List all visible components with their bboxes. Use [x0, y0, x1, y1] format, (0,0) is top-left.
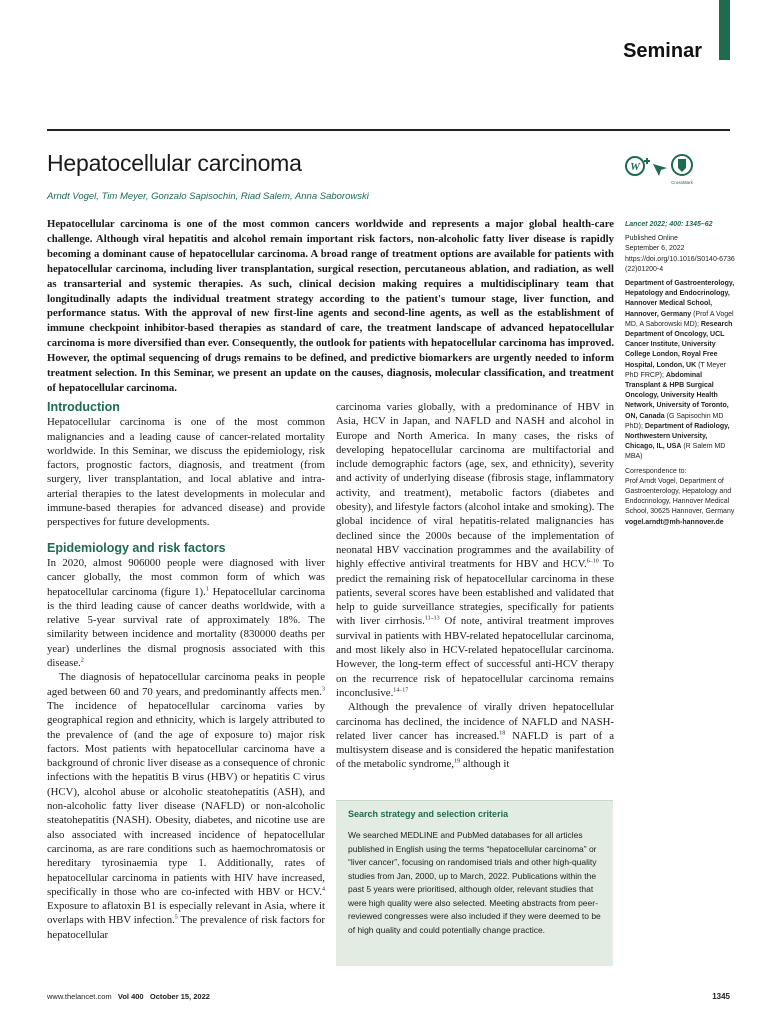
- journal-volume: Vol 400: [117, 992, 144, 1001]
- search-strategy-panel: [336, 800, 613, 966]
- affiliation-1: Department of Gastroenterology, Hepatology and Endocrinology, Hannover Medical School, Hannover, Germany: [625, 280, 735, 318]
- affiliation-3-names: (G Sapisochin MD PhD);: [625, 412, 724, 430]
- citation-ref[interactable]: 3: [322, 686, 325, 693]
- author-list: Arndt Vogel, Tim Meyer, Gonzalo Sapisochin, Riad Salem, Anna Saborowski: [47, 191, 369, 202]
- correspondence-email[interactable]: vogel.arndt@mh-hannover.de: [625, 518, 724, 526]
- correspondence-address: Prof Arndt Vogel, Department of Gastroenterology, Hepatology and Endocrinology, Hannover Medical School, 30625 Hannover, Germany: [625, 477, 735, 516]
- abstract: Hepatocellular carcinoma is one of the most common cancers worldwide and represents a major global health-care challenge. Although viral hepatitis and alcohol remain important risk factors, non-alcoholic fatty liver disease is rapidly becoming a dominant cause of hepatocellular carcinoma. A broad range of treatment options are available for patients with hepatocellular carcinoma, including liver transplantation, surgical resection, percutaneous ablation, and radiation, as well as transarterial and systemic therapies. As such, clinical decision making requires a multidisciplinary team that longitudinally adapts the individual treatment strategy according to the patient's tumour stage, liver function, and performance status. With the approval of new first-line agents and second-line agents, as well as the establishment of immune checkpoint inhibitor-based therapies as standard of care, the treatment landscape of advanced hepatocellular carcinoma is more diversified than ever. Consequently, the outlook for patients with hepatocellular carcinoma has improved. However, the optimal sequencing of drugs remains to be defined, and predictive biomarkers are urgently needed to inform treatment selection. In this Seminar, we present an update on the causes, diagnosis, molecular classification, and treatment of hepatocellular carcinoma.: [47, 218, 614, 394]
- citation-ref[interactable]: 1: [205, 585, 209, 592]
- intro-paragraph: Hepatocellular carcinoma is one of the most common malignancies and a leading cause of cancer-related mortality worldwide. In this Seminar, we discuss the epidemiology, risk factors, prognostic factors, diagnosis, and treatment (from surgery, liver transplantation, and local ablative and intra-arterial therapies to the latest developments in molecular and immune-based therapies for advanced disease) and provide perspectives for future developments.: [47, 416, 325, 529]
- citation-ref[interactable]: 6–10: [586, 558, 599, 565]
- citation-ref[interactable]: 2: [80, 657, 84, 664]
- journal-color-bar: [719, 0, 730, 60]
- citation-ref[interactable]: 4: [322, 886, 325, 893]
- citation-ref[interactable]: 5: [174, 914, 178, 921]
- epidemiology-heading: Epidemiology and risk factors: [47, 540, 226, 555]
- affiliation-2: Research Department of Oncology, UCL Cancer Institute, University College London, Royal Free Hospital, London, UK: [625, 320, 733, 369]
- affiliation-4: Department of Radiology, Northwestern University, Chicago, IL, USA: [625, 422, 730, 451]
- correspondence-label: Correspondence to:: [625, 467, 687, 475]
- crossmark-icon[interactable]: [670, 154, 694, 184]
- header-rule: [47, 129, 730, 131]
- citation: Lancet 2022; 400: 1345–62: [625, 221, 713, 228]
- affiliation-1-names: (Prof A Vogel MD, A Saborowski MD);: [625, 310, 734, 328]
- issue-date: October 15, 2022: [149, 992, 210, 1001]
- epidemiology-paragraph-2: The diagnosis of hepatocellular carcinoma peaks in people aged between 60 and 70 years, and predominantly affects men.$^3$ The incidence of hepatocellular carcinoma varies by geographical region and ethnicity, which is largely attributed to the prevalence of (and the age of exposure to) major risk factors. Most patients with hepatocellular carcinoma have a background of chronic liver disease as a consequence of chronic infections with the hepatitis B virus (HBV) or hepatitis C virus (HCV), alcohol abuse or alcoholic steatohepatitis (ASH), and non-alcoholic fatty liver disease (NAFLD) or non-alcoholic steatohepatitis (NASH). Obesity, diabetes, and nicotine use are also associated with increased incidence of hepatocellular carcinoma, as are rare conditions such as haemochromatosis or hereditary tyrosinaemia type 1. Additionally, rates of hepatocellular carcinoma in patients with HIV have increased, specifically in those who are co-infected with HBV or HCV.$^4$ Exposure to aflatoxin B1 is especially relevant in Asia, where it overlaps with HBV infection.$^5$ The prevalence of risk factors for hepatocellular: [47, 671, 325, 941]
- affiliation-2-names: (T Meyer PhD FRCP);: [625, 361, 726, 379]
- access-badges: [625, 152, 705, 186]
- affiliations: [625, 279, 737, 463]
- page-number: 1345: [712, 992, 730, 1001]
- section-label: Seminar: [623, 40, 702, 62]
- article-title: Hepatocellular carcinoma: [47, 150, 302, 176]
- affiliation-4-names: (R Salem MD MBA): [625, 443, 726, 461]
- citation-ref[interactable]: 19: [454, 758, 461, 765]
- doi-link[interactable]: https://doi.org/10.1016/S0140-6736(22)01200-4: [625, 255, 735, 273]
- published-label: Published Online: [625, 235, 678, 243]
- intro-heading: Introduction: [47, 400, 120, 414]
- affiliation-3: Abdominal Transplant & HPB Surgical Oncology, University Health Network, University of Toronto, ON, Canada: [625, 371, 729, 420]
- risk-factors-paragraph: carcinoma varies globally, with a predominance of HBV in Asia, HCV in Japan, and NAFLD and NASH and alcohol in Europe and North America. In many cases, the risks of developing hepatocellular carcinoma are multifactorial and include demographic factors (age, sex, and ethnicity), severity and activity of underlying disease (fibrosis stage, inflammatory activity, and treatment), metabolic factors (diabetes and obesity), and lifestyle factors (alcohol intake and smoking). The global incidence of viral hepatitis-related malignancies has declined since the 2000s because of the implementation of neonatal HBV vaccination programmes and the availability of highly effective antiviral treatments for HBV and HCV.$^{6-10}$ To predict the remaining risk of hepatocellular carcinoma in these patients, several scores have been established and validated that help to guide surveillance strategies, specifically for patients with liver cirrhosis.$^{11-13}$ Of note, antiviral treatment improves survival in patients with HBV-related hepatocellular carcinoma, and most likely also in HCV-related hepatocellular carcinoma. However, the long-term effect of successful anti-HCV therapy on the recurrence risk of hepatocellular carcinoma remains inconclusive.$^{14-17}$: [336, 401, 614, 699]
- published-date: September 6, 2022: [625, 245, 685, 253]
- nafld-paragraph: Although the prevalence of virally driven hepatocellular carcinoma has declined, the incidence of NAFLD and NASH-related liver cancer has increased.$^{18}$ NAFLD is part of a multisystem disease and is considered the hepatic manifestation of the metabolic syndrome,$^{19}$ although it: [336, 701, 614, 771]
- body-column-middle: [336, 400, 614, 772]
- panel-title: Search strategy and selection criteria: [348, 809, 509, 819]
- journal-website[interactable]: www.thelancet.com: [47, 992, 112, 1001]
- footer-info: [47, 992, 210, 1001]
- svg-text:W: W: [630, 161, 640, 173]
- panel-body: We searched MEDLINE and PubMed databases for all articles published in English using the terms “hepatocellular carcinoma” or “liver cancer”, focusing on randomised trials and other high-quality studies from Jan, 2000, up to March, 2022. Publications within the past 5 years were prioritised, although older, relevant studies that were high quality were also selected. Meeting abstracts from peer-reviewed congresses were also included if they were deemed to be of high quality and could potentially change practice.: [348, 830, 601, 935]
- citation-ref[interactable]: 18: [499, 730, 506, 737]
- crossmark-label: CrossMark: [671, 180, 693, 185]
- article-info-sidebar: [625, 220, 737, 528]
- citation-ref[interactable]: 11–13: [424, 615, 440, 622]
- body-column-left: [47, 400, 325, 942]
- epidemiology-paragraph-1: In 2020, almost 906000 people were diagnosed with liver cancer globally, the most common form of which was hepatocellular carcinoma (figure 1).$^1$ Hepatocellular carcinoma is the third leading cause of cancer deaths worldwide, with a relative 5-year survival rate of approximately 18%. The similarity between incidence and mortality (830000 deaths per year) underlines the dismal prognosis associated with this disease.$^2$: [47, 556, 325, 670]
- citation-ref[interactable]: 14–17: [393, 687, 409, 694]
